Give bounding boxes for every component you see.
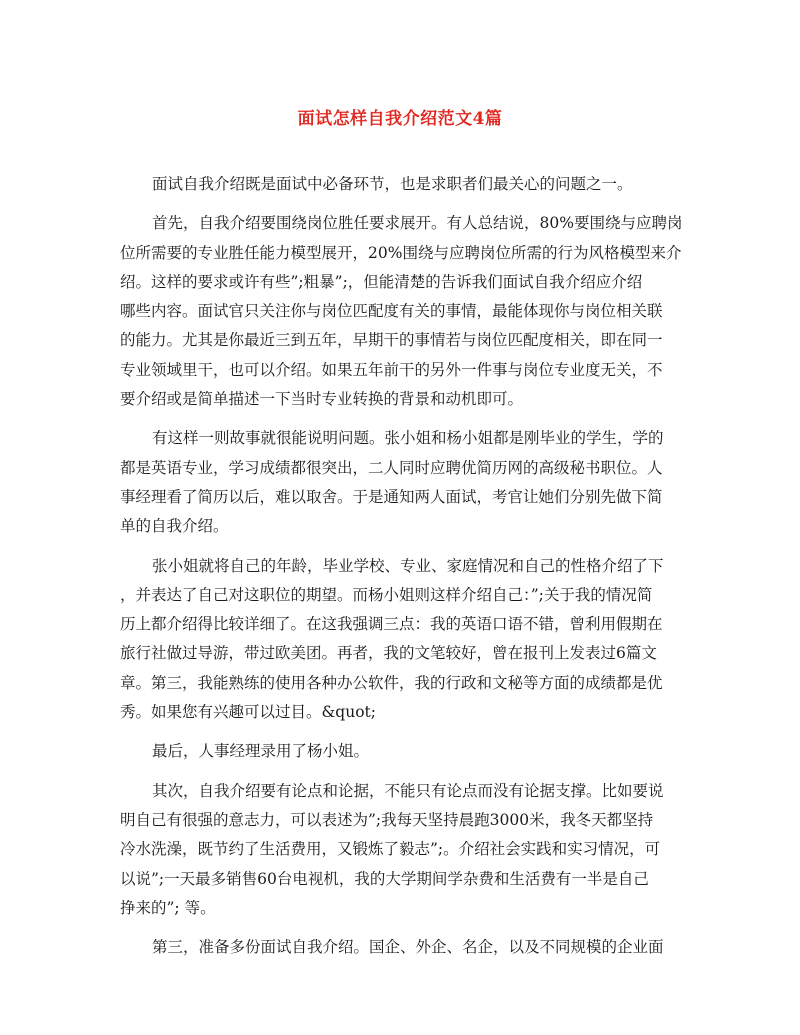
document-title: 面试怎样自我介绍范文4篇 bbox=[297, 109, 503, 129]
paragraph-line: 面试自我介绍既是面试中必备环节，也是求职者们最关心的问题之一。 bbox=[152, 175, 633, 193]
paragraph-line: 旅行社做过导游，带过欧美团。再者，我的文笔较好，曾在报刊上发表过6篇文 bbox=[120, 644, 657, 663]
paragraph-line: 有这样一则故事就很能说明问题。张小姐和杨小姐都是刚毕业的学生，学的 bbox=[152, 429, 664, 448]
paragraph-line: 第三，准备多份面试自我介绍。国企、外企、名企，以及不同规模的企业面 bbox=[152, 938, 664, 957]
paragraph-line: 张小姐就将自己的年龄，毕业学校、专业、家庭情况和自己的性格介绍了下 bbox=[152, 556, 664, 575]
paragraph-line: 历上都介绍得比较详细了。在这我强调三点：我的英语口语不错，曾利用假期在 bbox=[120, 615, 663, 634]
paragraph-line: 事经理看了简历以后，难以取舍。于是通知两人面试，考官让她们分别先做下简 bbox=[120, 487, 663, 506]
paragraph-line: 章。第三，我能熟练的使用各种办公软件，我的行政和文秘等方面的成绩都是优 bbox=[120, 673, 663, 692]
paragraph-line: 其次，自我介绍要有论点和论据，不能只有论点而没有论据支撑。比如要说 bbox=[152, 781, 664, 800]
paragraph-line: 哪些内容。面试官只关注你与岗位匹配度有关的事情，最能体现你与岗位相关联 bbox=[120, 302, 663, 321]
paragraph-line: 位所需要的专业胜任能力模型展开，20%围绕与应聘岗位所需的行为风格模型来介 bbox=[120, 243, 682, 262]
paragraph-line: 以说”;一天最多销售60台电视机，我的大学期间学杂费和生活费有一半是自己 bbox=[120, 869, 649, 888]
paragraph-line: 要介绍或是简单描述一下当时专业转换的背景和动机即可。 bbox=[120, 390, 524, 409]
paragraph-line: 首先，自我介绍要围绕岗位胜任要求展开。有人总结说，80%要围绕与应聘岗 bbox=[152, 214, 683, 233]
paragraph-line: 挣来的”; 等。 bbox=[120, 898, 216, 917]
paragraph-line: 专业领域里干，也可以介绍。如果五年前干的另外一件事与岗位专业度无关，不 bbox=[120, 360, 663, 379]
document-body bbox=[120, 170, 683, 962]
paragraph-line: 绍。这样的要求或许有些”;粗暴”;，但能清楚的告诉我们面试自我介绍应介绍 bbox=[120, 272, 643, 291]
paragraph-line: 冷水洗澡，既节约了生活费用，又锻炼了毅志”;。介绍社会实践和实习情况，可 bbox=[120, 840, 661, 859]
paragraph-line: 最后，人事经理录用了杨小姐。 bbox=[152, 742, 370, 761]
paragraph-line: 都是英语专业，学习成绩都很突出，二人同时应聘优简历网的高级秘书职位。人 bbox=[120, 458, 663, 477]
paragraph-line: 秀。如果您有兴趣可以过目。&quot; bbox=[120, 703, 376, 722]
paragraph-line: 的能力。尤其是你最近三到五年，早期干的事情若与岗位匹配度相关，即在同一 bbox=[120, 331, 663, 350]
paragraph-line: ，并表达了自己对这职位的期望。而杨小姐则这样介绍自己：”;关于我的情况简 bbox=[120, 585, 653, 604]
paragraph-line: 明自己有很强的意志力，可以表述为”;我每天坚持晨跑3000米，我冬天都坚持 bbox=[120, 810, 654, 829]
paragraph-line: 单的自我介绍。 bbox=[120, 517, 229, 536]
